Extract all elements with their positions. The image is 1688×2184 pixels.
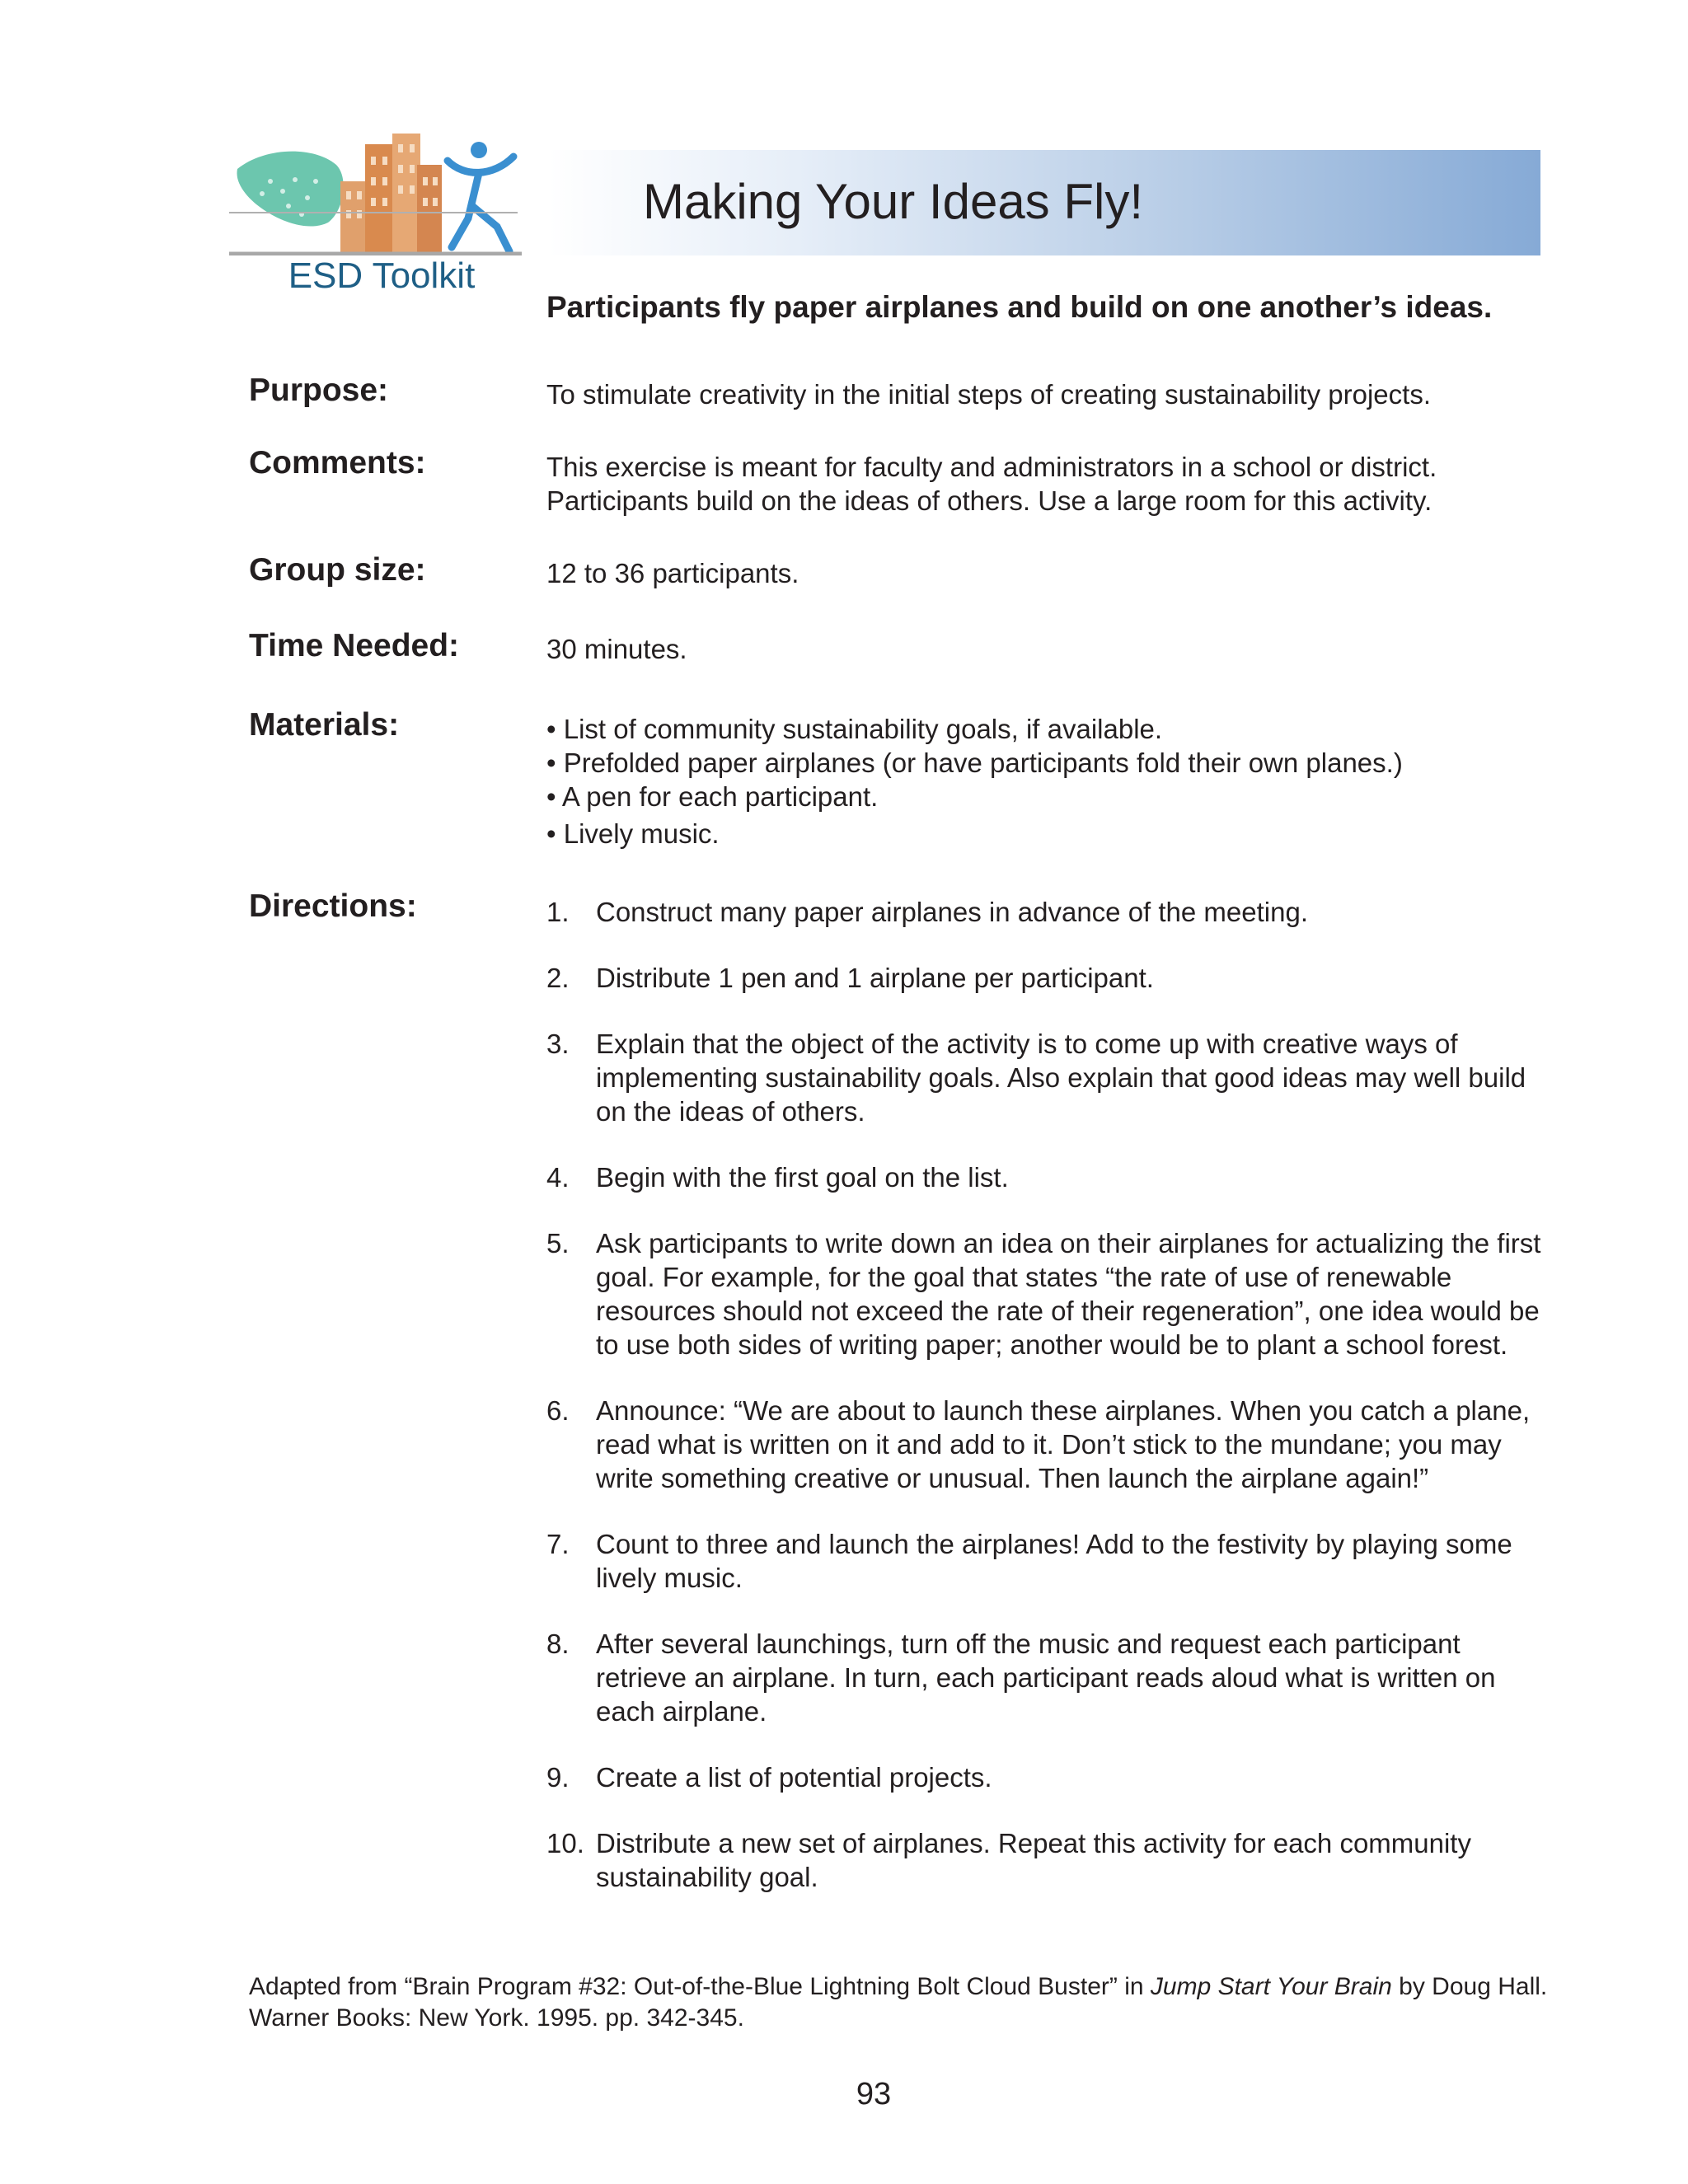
directions-list [546, 895, 1552, 1926]
page-number: 93 [856, 2077, 892, 2111]
step-text: After several launchings, turn off the music and request each participant retrieve an airplane. In turn, each participant reads aloud what is written on each airplane. [596, 1629, 1496, 1727]
esd-toolkit-logo [229, 132, 526, 309]
direction-step [546, 1527, 1552, 1595]
step-number: 6. [546, 1395, 570, 1426]
page-subtitle: Participants fly paper airplanes and build on one another’s ideas. [546, 290, 1493, 324]
step-number: 8. [546, 1629, 570, 1659]
comments-line: Participants build on the ideas of others. Use a large room for this activity. [546, 485, 1432, 516]
materials-item: • Prefolded paper airplanes (or have participants fold their own planes.) [546, 748, 1403, 778]
direction-step [546, 1627, 1552, 1728]
direction-step [546, 1027, 1552, 1128]
step-text: Create a list of potential projects. [596, 1762, 992, 1793]
group-size-text: 12 to 36 participants. [546, 558, 799, 588]
direction-step [546, 1394, 1552, 1495]
footnote-suffix: by Doug Hall. Warner Books: New York. 1995. pp. 342-345. [249, 1973, 1548, 2032]
title-banner [548, 150, 1540, 255]
step-text: Construct many paper airplanes in advance of the meeting. [596, 897, 1308, 927]
page-title: Making Your Ideas Fly! [643, 174, 1144, 229]
materials-label: Materials: [249, 707, 400, 743]
step-number: 7. [546, 1529, 570, 1559]
directions-label: Directions: [249, 888, 417, 924]
direction-step [546, 1160, 1552, 1194]
step-number: 10. [546, 1828, 584, 1858]
logo-graphic [229, 132, 526, 255]
materials-item: • A pen for each participant. [546, 781, 879, 812]
materials-list [546, 712, 1552, 851]
comments-label: Comments: [249, 445, 426, 480]
time-needed-text: 30 minutes. [546, 634, 687, 664]
step-text: Begin with the first goal on the list. [596, 1162, 1009, 1193]
step-text: Announce: “We are about to launch these airplanes. When you catch a plane, read what is written on it and add to it. Don’t stick to the mundane; you may write something creative or unusual. Then launch the airplane again!” [596, 1395, 1531, 1493]
direction-step [546, 1226, 1552, 1361]
step-text: Distribute 1 pen and 1 airplane per participant. [596, 963, 1154, 993]
leaf-icon [237, 152, 343, 227]
materials-item: • Lively music. [546, 818, 720, 849]
direction-step [546, 1760, 1552, 1794]
step-number: 5. [546, 1228, 570, 1258]
step-number: 3. [546, 1029, 570, 1059]
materials-item: • List of community sustainability goals, if available. [546, 714, 1163, 744]
step-text: Distribute a new set of airplanes. Repeat this activity for each community sustainability goal. [596, 1828, 1471, 1892]
group-size-label: Group size: [249, 552, 426, 588]
footnote-book-title: Jump Start Your Brain [1150, 1973, 1392, 2000]
buildings-icon [340, 134, 442, 255]
step-number: 2. [546, 963, 570, 993]
footnote-prefix: Adapted from “Brain Program #32: Out-of-the-Blue Lightning Bolt Cloud Buster” in [249, 1973, 1151, 2000]
direction-step [546, 1826, 1552, 1894]
comments-line: This exercise is meant for faculty and administrators in a school or district. [546, 452, 1437, 482]
direction-step [546, 895, 1552, 929]
person-figure-icon [448, 142, 513, 251]
step-text: Count to three and launch the airplanes! Add to the festivity by playing some lively music. [596, 1529, 1512, 1593]
step-number: 9. [546, 1762, 570, 1793]
step-number: 1. [546, 897, 570, 927]
comments-text [546, 450, 1552, 518]
source-footnote [249, 1971, 1559, 2034]
purpose-label: Purpose: [249, 373, 389, 408]
step-text: Ask participants to write down an idea on their airplanes for actualizing the first goal. For example, for the goal that states “the rate of use of renewable resources should not exceed the rate of their regeneration”, one idea would be to use both sides of writing paper; another would be to plant a school forest. [596, 1228, 1541, 1360]
step-text: Explain that the object of the activity is to come up with creative ways of implementing sustainability goals. Also explain that good ideas may well build on the ideas of others. [596, 1029, 1526, 1127]
purpose-text: To stimulate creativity in the initial steps of creating sustainability projects. [546, 379, 1431, 410]
logo-text: ESD Toolkit [288, 255, 476, 296]
direction-step [546, 961, 1552, 995]
step-number: 4. [546, 1162, 570, 1193]
time-needed-label: Time Needed: [249, 628, 460, 663]
